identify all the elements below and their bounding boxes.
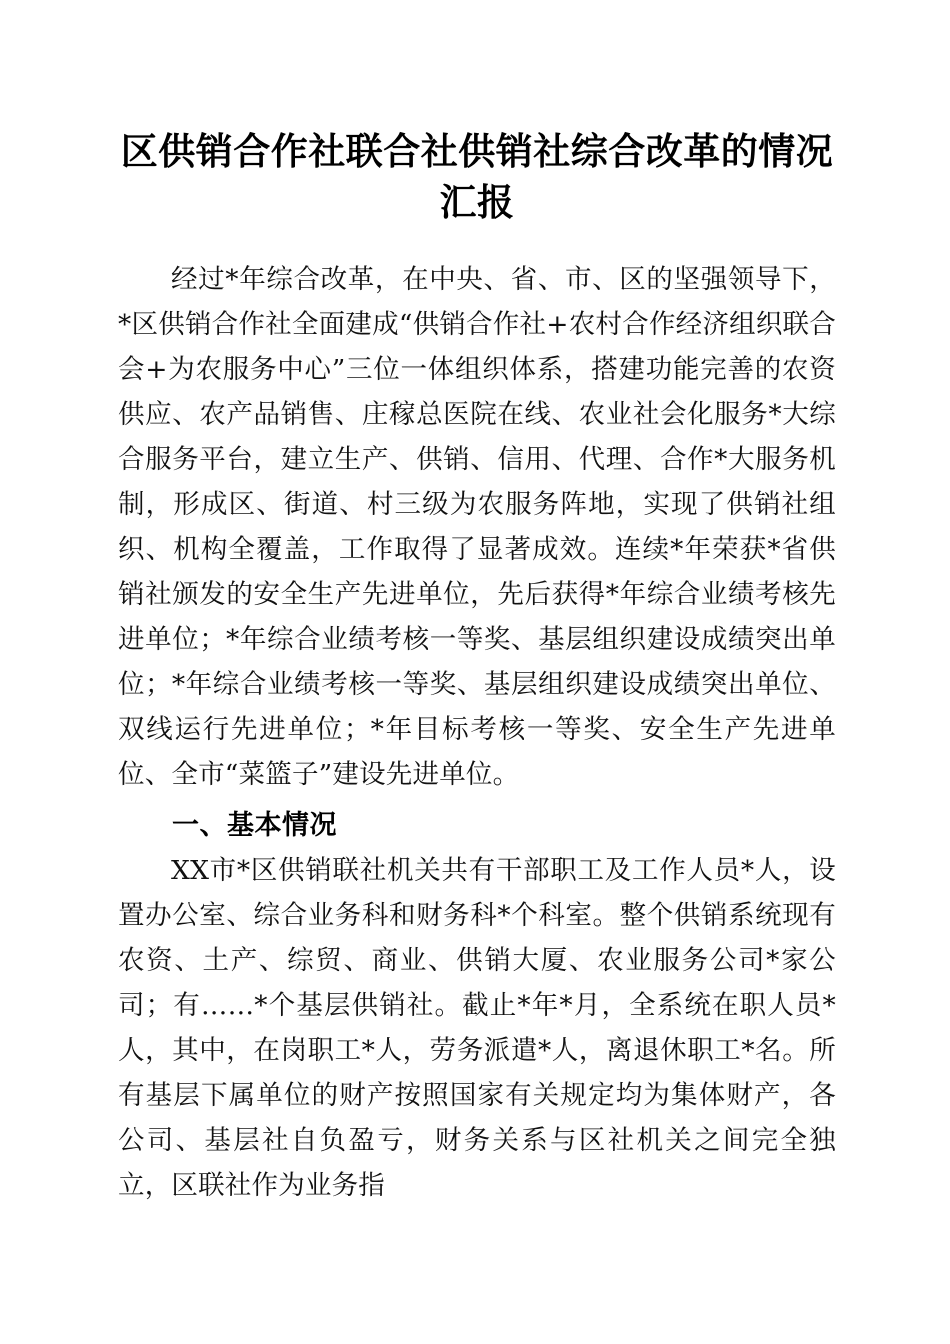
document-content-column [118,0,836,1208]
section-1-paragraph-1: XX市*区供销联社机关共有干部职工及工作人员*人，设置办公室、综合业务科和财务科*个科室。整个供销系统现有农资、土产、综贸、商业、供销大厦、农业服务公司*家公司；有……*个基层供销社。截止*年*月，全系统在职人员*人，其中，在岗职工*人，劳务派遣*人，离退休职工*名。所有基层下属单位的财产按照国家有关规定均为集体财产，各公司、基层社自负盈亏，财务关系与区社机关之间完全独立，区联社作为业务指 [118,855,836,1201]
section-heading-basic-situation: 一、基本情况 [172,810,337,841]
document-body [118,257,836,1208]
intro-paragraph: 经过*年综合改革，在中央、省、市、区的坚强领导下，*区供销合作社全面建成“供销合作社+农村合作经济组织联合会+为农服务中心”三位一体组织体系，搭建功能完善的农资供应、农产品销售、庄稼总医院在线、农业社会化服务*大综合服务平台，建立生产、供销、信用、代理、合作*大服务机制，形成区、街道、村三级为农服务阵地，实现了供销社组织、机构全覆盖，工作取得了显著成效。连续*年荣获*省供销社颁发的安全生产先进单位，先后获得*年综合业绩考核先进单位；*年综合业绩考核一等奖、基层组织建设成绩突出单位；*年综合业绩考核一等奖、基层组织建设成绩突出单位、双线运行先进单位；*年目标考核一等奖、安全生产先进单位、全市“菜篮子”建设先进单位。 [118,264,836,790]
document-title: 区供销合作社联合社供销社综合改革的情况汇报 [120,129,834,224]
